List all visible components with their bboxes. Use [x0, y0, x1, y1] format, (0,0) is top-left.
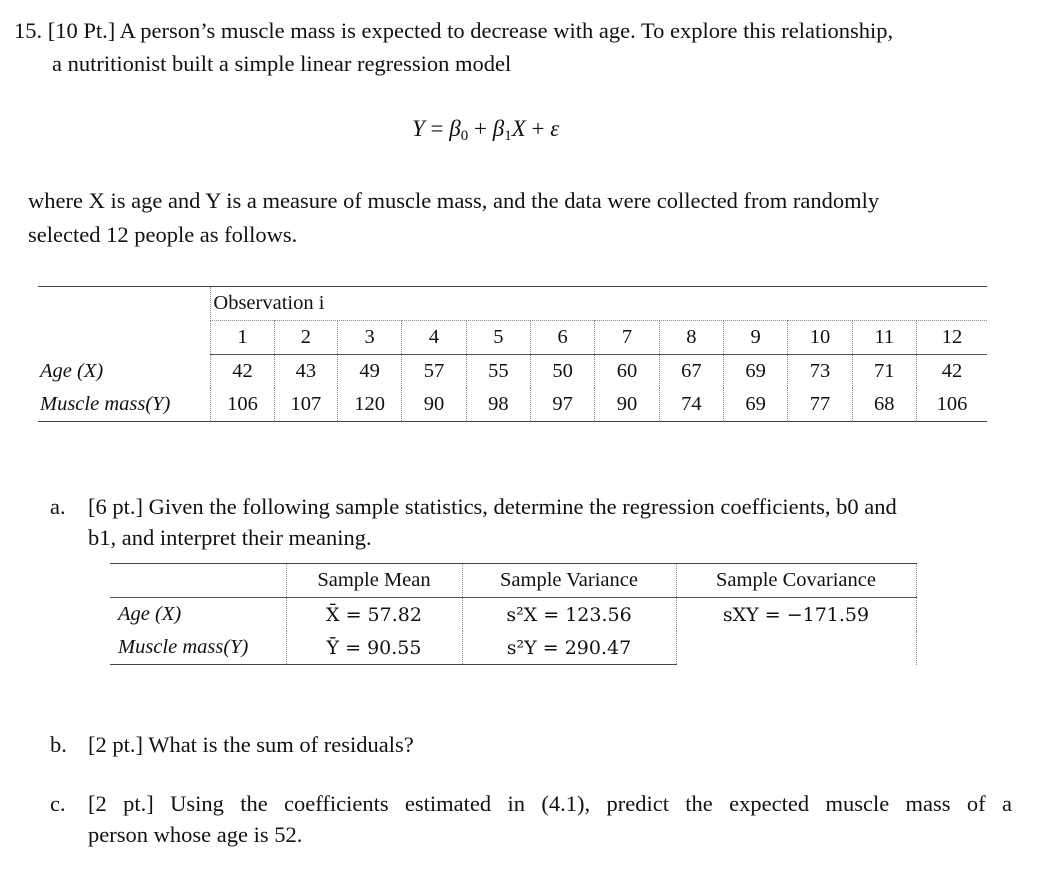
stats-label-age: Age (X)	[118, 603, 182, 625]
age-cell: 71	[852, 355, 916, 389]
index-cell: 7	[595, 321, 659, 355]
header-sample-variance: Sample Variance	[462, 564, 676, 598]
age-cell: 49	[338, 355, 402, 389]
muscle-cell: 97	[531, 388, 595, 422]
part-b-marker: b.	[50, 732, 67, 757]
muscle-cell: 77	[788, 388, 852, 422]
age-row	[38, 355, 987, 389]
where-line-1: where X is age and Y is a measure of muscle mass, and the data were collected from randomly	[28, 188, 880, 213]
muscle-cell: 90	[402, 388, 466, 422]
variance-y: s²Y = 290.47	[462, 631, 676, 665]
where-line-2: selected 12 people as follows.	[28, 222, 298, 247]
muscle-cell: 107	[274, 388, 337, 422]
mean-x: X̄ = 57.82	[286, 598, 462, 632]
part-a-line-2: b1, and interpret their meaning.	[88, 525, 372, 550]
mean-y: Ȳ = 90.55	[286, 631, 462, 665]
question-intro-2: a nutritionist built a simple linear regression model	[52, 51, 512, 76]
age-cell: 43	[274, 355, 337, 389]
age-cell: 42	[916, 355, 987, 389]
observation-header: Observation i	[211, 287, 987, 321]
header-sample-covariance: Sample Covariance	[676, 564, 916, 598]
stats-label-muscle: Muscle mass(Y)	[110, 631, 286, 665]
covariance-empty	[676, 631, 916, 665]
age-cell: 69	[723, 355, 787, 389]
index-cell: 12	[916, 321, 987, 355]
index-row	[38, 321, 987, 355]
observation-table	[38, 286, 987, 422]
stats-table	[110, 563, 917, 665]
muscle-cell: 69	[723, 388, 787, 422]
stats-age-row	[110, 598, 916, 632]
muscle-cell: 98	[466, 388, 530, 422]
question-number: 15.	[14, 18, 43, 43]
muscle-cell: 74	[659, 388, 723, 422]
age-cell: 57	[402, 355, 466, 389]
muscle-cell: 120	[338, 388, 402, 422]
age-cell: 50	[531, 355, 595, 389]
part-c-line-2: person whose age is 52.	[88, 822, 303, 847]
variance-x: s²X = 123.56	[462, 598, 676, 632]
header-sample-mean: Sample Mean	[286, 564, 462, 598]
part-c-line-1: [2 pt.] Using the coefficients estimated in (4.1), predict the expected muscle mass of a	[88, 791, 1012, 816]
muscle-cell: 106	[916, 388, 987, 422]
question-points: [10 Pt.]	[47, 18, 116, 43]
row-label-age: Age (X)	[40, 359, 104, 382]
index-cell: 3	[338, 321, 402, 355]
index-cell: 1	[211, 321, 274, 355]
stats-muscle-row	[110, 631, 916, 665]
index-cell: 4	[402, 321, 466, 355]
index-cell: 8	[659, 321, 723, 355]
age-cell: 42	[211, 355, 274, 389]
question-line-1	[14, 16, 1014, 46]
age-cell: 73	[788, 355, 852, 389]
covariance-xy: sXY = −171.59	[676, 598, 916, 632]
part-a-line-1: [6 pt.] Given the following sample statistics, determine the regression coefficients, b0 and	[88, 494, 897, 519]
muscle-cell: 90	[595, 388, 659, 422]
index-cell: 2	[274, 321, 337, 355]
part-b-text: [2 pt.] What is the sum of residuals?	[88, 732, 414, 757]
muscle-cell: 106	[211, 388, 274, 422]
index-cell: 5	[466, 321, 530, 355]
age-cell: 67	[659, 355, 723, 389]
model-equation: $Y = \beta_0 + \beta_1X + \varepsilon$	[412, 116, 560, 144]
index-cell: 9	[723, 321, 787, 355]
index-cell: 11	[852, 321, 916, 355]
age-cell: 60	[595, 355, 659, 389]
stats-header-row	[110, 564, 916, 598]
row-label-muscle: Muscle mass(Y)	[38, 388, 211, 422]
age-cell: 55	[466, 355, 530, 389]
part-a-marker: a.	[50, 494, 66, 519]
index-cell: 6	[531, 321, 595, 355]
index-cell: 10	[788, 321, 852, 355]
part-c-marker: c.	[50, 791, 66, 816]
muscle-cell: 68	[852, 388, 916, 422]
muscle-row	[38, 388, 987, 422]
observation-header-row	[38, 287, 987, 321]
question-intro-1: A person’s muscle mass is expected to decrease with age. To explore this relationship,	[119, 18, 894, 43]
